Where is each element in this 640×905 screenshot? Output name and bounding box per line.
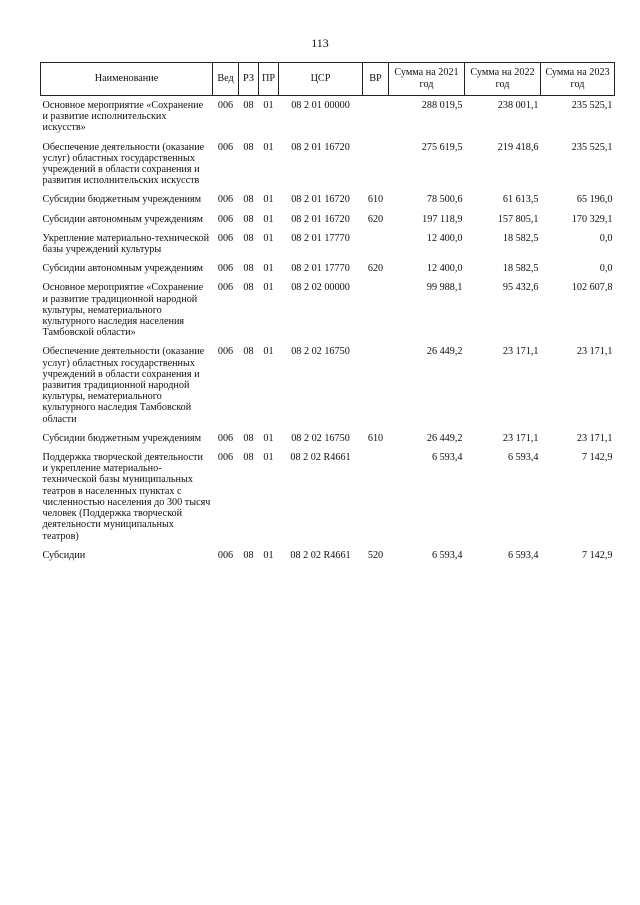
row-sum-2022: 61 613,5 (502, 194, 539, 206)
row-name: Основное мероприятие «Сохранение и развитие исполнительских искусств» (42, 100, 204, 134)
header-ved: Вед (213, 63, 239, 96)
row-sum-2021: 275 619,5 (421, 141, 463, 153)
row-rz: 08 (243, 263, 254, 275)
row-sum-2023: 0,0 (599, 263, 613, 275)
row-name: Субсидии автономным учреждениям (42, 263, 203, 275)
row-sum-2023: 102 607,8 (571, 282, 613, 294)
row-vr: 610 (367, 194, 384, 206)
row-sum-2022: 219 418,6 (497, 141, 539, 153)
row-rz: 08 (243, 141, 254, 153)
table-row (41, 259, 615, 278)
table-row (41, 278, 615, 342)
row-pr: 01 (263, 549, 274, 561)
row-vr (363, 96, 389, 138)
header-sum-2023: Сумма на 2023 год (541, 63, 615, 96)
row-csr: 08 2 01 17770 (291, 263, 350, 275)
row-ved: 006 (217, 232, 234, 244)
row-rz: 08 (243, 194, 254, 206)
row-name: Укрепление материально-технической базы учреждений культуры (42, 232, 210, 256)
row-csr: 08 2 02 00000 (291, 282, 350, 294)
header-pr: ПР (259, 63, 279, 96)
row-sum-2021: 99 988,1 (426, 282, 463, 294)
row-ved: 006 (217, 432, 234, 444)
row-sum-2023: 65 196,0 (576, 194, 613, 206)
row-csr: 08 2 01 16720 (291, 194, 350, 206)
row-sum-2022: 6 593,4 (507, 549, 539, 561)
row-name: Обеспечение деятельности (оказание услуг) областных государственных учреждений в области сохранения и развития традиционной народной культуры, нематериального культурного наследия Тамбовской области (42, 346, 205, 425)
row-sum-2022: 6 593,4 (507, 452, 539, 464)
row-sum-2023: 7 142,9 (581, 452, 613, 464)
row-pr: 01 (263, 213, 274, 225)
row-pr: 01 (263, 432, 274, 444)
row-vr (363, 278, 389, 342)
row-pr: 01 (263, 232, 274, 244)
row-sum-2021: 197 118,9 (422, 213, 463, 225)
row-sum-2023: 0,0 (599, 232, 613, 244)
row-vr (363, 229, 389, 259)
row-rz: 08 (243, 346, 254, 358)
table-row (41, 429, 615, 448)
row-sum-2023: 23 171,1 (576, 432, 613, 444)
row-sum-2023: 235 525,1 (571, 141, 613, 153)
row-vr (363, 138, 389, 191)
row-ved: 006 (217, 346, 234, 358)
row-csr: 08 2 01 16720 (291, 213, 350, 225)
row-vr: 610 (367, 432, 384, 444)
header-rz: РЗ (239, 63, 259, 96)
row-ved: 006 (217, 100, 234, 111)
row-csr: 08 2 01 17770 (291, 232, 350, 244)
table-header (41, 63, 615, 96)
budget-table (40, 62, 615, 565)
row-sum-2022: 18 582,5 (502, 232, 539, 244)
row-sum-2023: 170 329,1 (571, 213, 613, 225)
row-pr: 01 (263, 100, 274, 111)
row-rz: 08 (243, 100, 254, 111)
row-rz: 08 (243, 432, 254, 444)
row-vr (363, 448, 389, 546)
row-csr: 08 2 01 00000 (291, 100, 350, 111)
row-ved: 006 (217, 452, 234, 464)
row-name: Субсидии (42, 549, 86, 561)
table-row (41, 342, 615, 428)
row-name: Субсидии бюджетным учреждениям (42, 194, 202, 206)
row-csr: 08 2 01 16720 (291, 141, 350, 153)
row-sum-2021: 26 449,2 (426, 346, 463, 358)
row-ved: 006 (217, 213, 234, 225)
row-sum-2022: 95 432,6 (502, 282, 539, 294)
row-sum-2022: 23 171,1 (502, 432, 539, 444)
row-csr: 08 2 02 16750 (291, 346, 350, 358)
row-pr: 01 (263, 263, 274, 275)
row-ved: 006 (217, 194, 234, 206)
row-name: Поддержка творческой деятельности и укрепление материально-технической базы муниципальных театров в населенных пунктах с численностью населения до 300 тысяч человек (Поддержка творческой деятельности муниципальных театров) (42, 452, 211, 542)
row-sum-2021: 288 019,5 (421, 100, 463, 111)
row-name: Субсидии автономным учреждениям (42, 213, 203, 225)
row-vr: 520 (367, 549, 384, 561)
row-pr: 01 (263, 452, 274, 464)
row-rz: 08 (243, 232, 254, 244)
header-sum-2022: Сумма на 2022 год (465, 63, 541, 96)
row-sum-2021: 26 449,2 (426, 432, 463, 444)
row-ved: 006 (217, 549, 234, 561)
row-name: Обеспечение деятельности (оказание услуг) областных государственных учреждений в области сохранения и развития исполнительских искусств (42, 141, 205, 187)
row-sum-2022: 238 001,1 (497, 100, 539, 111)
header-csr: ЦСР (279, 63, 363, 96)
table-row (41, 190, 615, 209)
row-rz: 08 (243, 282, 254, 294)
row-pr: 01 (263, 141, 274, 153)
page-number: 113 (311, 36, 329, 50)
row-vr (363, 342, 389, 428)
header-sum-2021: Сумма на 2021 год (389, 63, 465, 96)
table-row (41, 229, 615, 259)
row-name: Субсидии бюджетным учреждениям (42, 432, 202, 444)
header-name: Наименование (41, 63, 213, 96)
row-pr: 01 (263, 282, 274, 294)
row-ved: 006 (217, 282, 234, 294)
row-sum-2021: 6 593,4 (431, 549, 463, 561)
row-sum-2023: 23 171,1 (576, 346, 613, 358)
row-sum-2023: 235 525,1 (571, 100, 613, 111)
row-csr: 08 2 02 R4661 (290, 549, 351, 561)
row-vr: 620 (367, 263, 384, 275)
row-sum-2021: 12 400,0 (426, 263, 463, 275)
header-vr: ВР (363, 63, 389, 96)
row-ved: 006 (217, 141, 234, 153)
row-rz: 08 (243, 549, 254, 561)
table-row (41, 210, 615, 229)
row-name: Основное мероприятие «Сохранение и развитие традиционной народной культуры, нематериального культурного наследия населения Тамбовской области» (42, 282, 204, 339)
table-row (41, 448, 615, 546)
row-rz: 08 (243, 452, 254, 464)
row-csr: 08 2 02 16750 (291, 432, 350, 444)
row-ved: 006 (217, 263, 234, 275)
row-pr: 01 (263, 194, 274, 206)
row-sum-2022: 157 805,1 (497, 213, 539, 225)
row-csr: 08 2 02 R4661 (290, 452, 351, 464)
table-row (41, 546, 615, 565)
row-sum-2022: 18 582,5 (502, 263, 539, 275)
table-row (41, 96, 615, 138)
row-sum-2022: 23 171,1 (502, 346, 539, 358)
table-row (41, 138, 615, 191)
row-sum-2021: 78 500,6 (426, 194, 463, 206)
row-rz: 08 (243, 213, 254, 225)
table-body (41, 96, 615, 565)
row-sum-2023: 7 142,9 (581, 549, 613, 561)
row-sum-2021: 6 593,4 (431, 452, 463, 464)
row-vr: 620 (367, 213, 384, 225)
row-sum-2021: 12 400,0 (426, 232, 463, 244)
row-pr: 01 (263, 346, 274, 358)
